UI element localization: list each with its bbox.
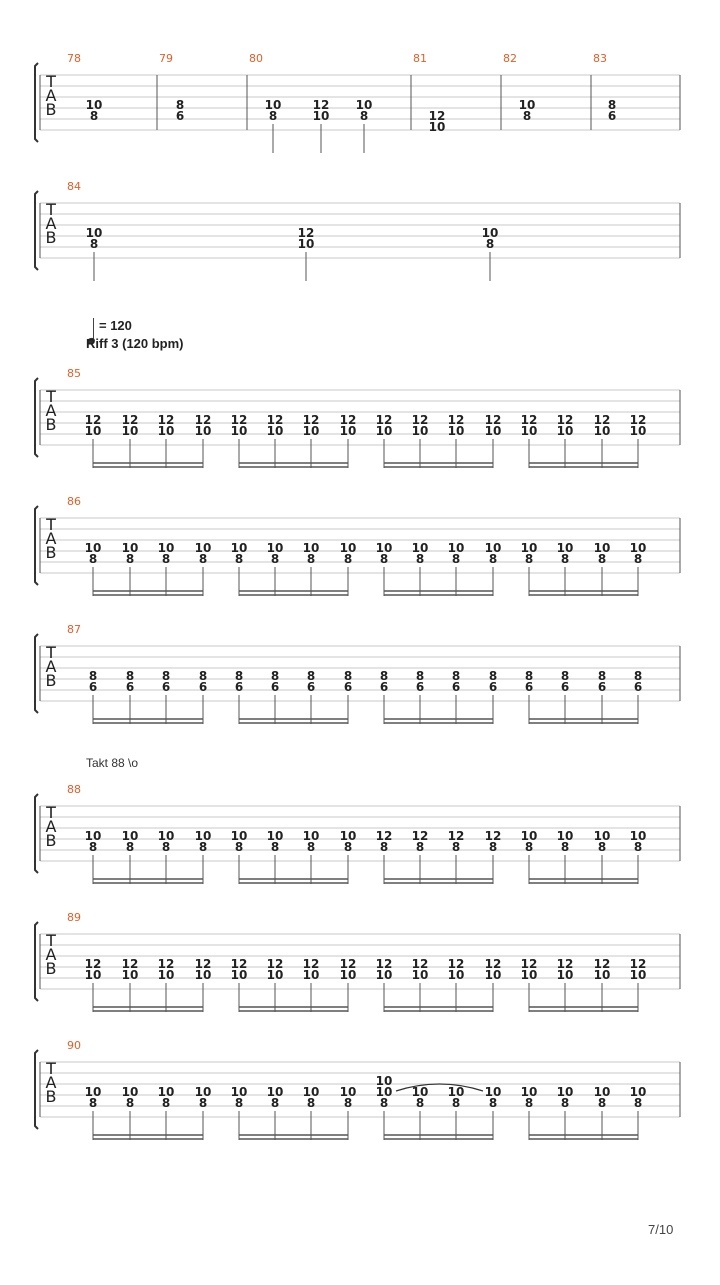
fret-number: 10 bbox=[518, 98, 536, 112]
fret-number: 12 bbox=[339, 413, 357, 427]
fret-number: 10 bbox=[85, 98, 103, 112]
fret-number: 8 bbox=[379, 840, 389, 854]
fret-number: 8 bbox=[198, 552, 208, 566]
fret-number: 8 bbox=[306, 552, 316, 566]
fret-number: 8 bbox=[597, 552, 607, 566]
tab-clef-letter: T bbox=[46, 200, 56, 219]
fret-number: 8 bbox=[607, 98, 617, 112]
fret-number: 8 bbox=[125, 1096, 135, 1110]
fret-number: 8 bbox=[451, 840, 461, 854]
fret-number: 10 bbox=[556, 424, 574, 438]
fret-number: 6 bbox=[597, 680, 607, 694]
fret-number: 10 bbox=[121, 541, 139, 555]
fret-number: 8 bbox=[522, 109, 532, 123]
fret-number: 10 bbox=[339, 424, 357, 438]
fret-number: 10 bbox=[84, 424, 102, 438]
fret-number: 10 bbox=[302, 541, 320, 555]
measure-number: 85 bbox=[67, 367, 81, 380]
measure-number: 84 bbox=[67, 180, 81, 193]
tab-clef-letter: B bbox=[45, 415, 57, 434]
fret-number: 10 bbox=[84, 541, 102, 555]
fret-number: 12 bbox=[157, 957, 175, 971]
fret-number: 8 bbox=[415, 552, 425, 566]
fret-number: 8 bbox=[415, 669, 425, 683]
system-bracket bbox=[35, 63, 38, 142]
fret-number: 10 bbox=[194, 829, 212, 843]
fret-number: 12 bbox=[302, 413, 320, 427]
fret-number: 12 bbox=[194, 413, 212, 427]
fret-number: 10 bbox=[484, 541, 502, 555]
fret-number: 8 bbox=[633, 1096, 643, 1110]
tab-clef-letter: T bbox=[46, 515, 56, 534]
fret-number: 8 bbox=[524, 840, 534, 854]
measure-number: 90 bbox=[67, 1039, 81, 1052]
tab-clef-letter: T bbox=[46, 643, 56, 662]
tab-clef-letter: T bbox=[46, 72, 56, 91]
fret-number: 8 bbox=[488, 840, 498, 854]
fret-number: 10 bbox=[484, 1085, 502, 1099]
fret-number: 10 bbox=[230, 424, 248, 438]
fret-number: 8 bbox=[524, 1096, 534, 1110]
fret-number: 10 bbox=[302, 829, 320, 843]
fret-number: 10 bbox=[556, 541, 574, 555]
fret-number: 6 bbox=[633, 680, 643, 694]
tab-clef-letter: A bbox=[45, 86, 57, 105]
fret-number: 12 bbox=[266, 957, 284, 971]
fret-number: 10 bbox=[266, 829, 284, 843]
fret-number: 8 bbox=[597, 1096, 607, 1110]
fret-number: 12 bbox=[484, 957, 502, 971]
fret-number: 10 bbox=[194, 1085, 212, 1099]
fret-number: 8 bbox=[125, 669, 135, 683]
fret-number: 12 bbox=[629, 413, 647, 427]
fret-number: 12 bbox=[230, 957, 248, 971]
fret-number: 6 bbox=[488, 680, 498, 694]
fret-number: 8 bbox=[270, 1096, 280, 1110]
fret-number: 8 bbox=[161, 1096, 171, 1110]
fret-number: 12 bbox=[556, 413, 574, 427]
fret-number: 8 bbox=[234, 1096, 244, 1110]
fret-number: 10 bbox=[339, 541, 357, 555]
fret-number: 10 bbox=[375, 1085, 393, 1099]
fret-number: 10 bbox=[556, 968, 574, 982]
system-bracket bbox=[35, 922, 38, 1001]
fret-number: 6 bbox=[198, 680, 208, 694]
fret-number: 8 bbox=[88, 1096, 98, 1110]
fret-number: 10 bbox=[629, 541, 647, 555]
fret-number: 12 bbox=[447, 957, 465, 971]
fret-number: 8 bbox=[379, 552, 389, 566]
fret-number: 8 bbox=[379, 1096, 389, 1110]
fret-number: 10 bbox=[484, 424, 502, 438]
fret-number: 8 bbox=[451, 552, 461, 566]
tempo-marking bbox=[86, 316, 286, 356]
fret-number: 8 bbox=[198, 840, 208, 854]
fret-number: 12 bbox=[484, 829, 502, 843]
fret-number: 12 bbox=[339, 957, 357, 971]
fret-number: 12 bbox=[556, 957, 574, 971]
fret-number: 8 bbox=[560, 840, 570, 854]
tab-clef-letter: B bbox=[45, 100, 57, 119]
fret-number: 12 bbox=[157, 413, 175, 427]
fret-number: 8 bbox=[198, 1096, 208, 1110]
fret-number: 10 bbox=[266, 1085, 284, 1099]
fret-number: 10 bbox=[84, 829, 102, 843]
fret-number: 10 bbox=[593, 1085, 611, 1099]
fret-number: 8 bbox=[125, 552, 135, 566]
fret-number: 12 bbox=[121, 957, 139, 971]
fret-number: 6 bbox=[175, 109, 185, 123]
measure-marker-text: Takt 88 \o bbox=[86, 756, 139, 770]
fret-number: 10 bbox=[339, 1085, 357, 1099]
fret-number: 8 bbox=[379, 669, 389, 683]
tab-clef-letter: A bbox=[45, 1073, 57, 1092]
fret-number: 8 bbox=[343, 669, 353, 683]
fret-number: 12 bbox=[520, 413, 538, 427]
fret-number: 6 bbox=[415, 680, 425, 694]
fret-number: 10 bbox=[302, 424, 320, 438]
fret-number: 8 bbox=[524, 552, 534, 566]
fret-number: 10 bbox=[302, 1085, 320, 1099]
fret-number: 12 bbox=[84, 957, 102, 971]
fret-number: 10 bbox=[629, 424, 647, 438]
fret-number: 10 bbox=[593, 424, 611, 438]
fret-number: 10 bbox=[629, 829, 647, 843]
fret-number: 12 bbox=[375, 829, 393, 843]
fret-number: 6 bbox=[306, 680, 316, 694]
fret-number: 10 bbox=[157, 541, 175, 555]
fret-number: 8 bbox=[88, 840, 98, 854]
fret-number: 12 bbox=[484, 413, 502, 427]
fret-number: 10 bbox=[484, 968, 502, 982]
fret-number: 10 bbox=[428, 120, 446, 134]
fret-number: 8 bbox=[198, 669, 208, 683]
fret-number: 10 bbox=[121, 1085, 139, 1099]
fret-number: 6 bbox=[451, 680, 461, 694]
fret-number: 8 bbox=[560, 552, 570, 566]
fret-number: 12 bbox=[593, 413, 611, 427]
system-bracket bbox=[35, 794, 38, 873]
fret-number: 12 bbox=[629, 957, 647, 971]
fret-number: 10 bbox=[593, 968, 611, 982]
fret-number: 10 bbox=[520, 424, 538, 438]
fret-number: 10 bbox=[266, 968, 284, 982]
measure-number: 89 bbox=[67, 911, 81, 924]
measure-number: 87 bbox=[67, 623, 81, 636]
fret-number: 12 bbox=[375, 957, 393, 971]
fret-number: 8 bbox=[560, 1096, 570, 1110]
fret-number: 10 bbox=[157, 1085, 175, 1099]
fret-number: 8 bbox=[161, 840, 171, 854]
fret-number: 10 bbox=[447, 541, 465, 555]
tab-clef-letter: B bbox=[45, 1087, 57, 1106]
fret-number: 8 bbox=[89, 109, 99, 123]
fret-number: 8 bbox=[560, 669, 570, 683]
fret-number: 10 bbox=[157, 424, 175, 438]
fret-number: 10 bbox=[121, 968, 139, 982]
fret-number: 10 bbox=[157, 968, 175, 982]
fret-number: 8 bbox=[161, 552, 171, 566]
fret-number: 8 bbox=[524, 669, 534, 683]
fret-number: 12 bbox=[428, 109, 446, 123]
fret-number: 6 bbox=[161, 680, 171, 694]
fret-number: 8 bbox=[451, 669, 461, 683]
fret-number: 10 bbox=[264, 98, 282, 112]
fret-number: 10 bbox=[411, 1085, 429, 1099]
fret-number: 10 bbox=[520, 541, 538, 555]
fret-number: 6 bbox=[270, 680, 280, 694]
tab-clef-letter: B bbox=[45, 543, 57, 562]
fret-number: 8 bbox=[306, 1096, 316, 1110]
fret-number: 12 bbox=[302, 957, 320, 971]
fret-number: 12 bbox=[375, 413, 393, 427]
fret-number: 10 bbox=[447, 968, 465, 982]
fret-number: 8 bbox=[451, 1096, 461, 1110]
fret-number: 12 bbox=[593, 957, 611, 971]
fret-number: 8 bbox=[268, 109, 278, 123]
fret-number: 10 bbox=[266, 424, 284, 438]
tab-clef-letter: A bbox=[45, 401, 57, 420]
fret-number: 8 bbox=[488, 669, 498, 683]
fret-number: 8 bbox=[234, 840, 244, 854]
tab-clef-letter: T bbox=[46, 387, 56, 406]
fret-number: 12 bbox=[411, 413, 429, 427]
fret-number: 8 bbox=[488, 1096, 498, 1110]
fret-number: 8 bbox=[488, 552, 498, 566]
fret-number: 10 bbox=[194, 968, 212, 982]
fret-number: 10 bbox=[375, 968, 393, 982]
fret-number: 10 bbox=[355, 98, 373, 112]
fret-number: 10 bbox=[85, 226, 103, 240]
tab-clef-letter: B bbox=[45, 959, 57, 978]
tab-clef-letter: B bbox=[45, 671, 57, 690]
fret-number: 12 bbox=[520, 957, 538, 971]
fret-number: 12 bbox=[411, 957, 429, 971]
fret-number: 8 bbox=[270, 840, 280, 854]
fret-number: 10 bbox=[556, 829, 574, 843]
fret-number: 12 bbox=[297, 226, 315, 240]
fret-number: 10 bbox=[556, 1085, 574, 1099]
fret-number: 10 bbox=[312, 109, 330, 123]
fret-number: 12 bbox=[447, 413, 465, 427]
fret-number: 6 bbox=[88, 680, 98, 694]
fret-number: 8 bbox=[88, 552, 98, 566]
fret-number: 10 bbox=[593, 829, 611, 843]
fret-number: 6 bbox=[234, 680, 244, 694]
system-bracket bbox=[35, 191, 38, 270]
fret-number: 8 bbox=[306, 669, 316, 683]
tab-clef-letter: B bbox=[45, 831, 57, 850]
fret-number: 10 bbox=[481, 226, 499, 240]
measure-number: 79 bbox=[159, 52, 173, 65]
measure-number: 80 bbox=[249, 52, 263, 65]
fret-number: 8 bbox=[485, 237, 495, 251]
fret-number: 6 bbox=[379, 680, 389, 694]
fret-number: 10 bbox=[629, 1085, 647, 1099]
fret-number: 8 bbox=[270, 669, 280, 683]
tie-arc bbox=[396, 1084, 483, 1091]
fret-number: 8 bbox=[125, 840, 135, 854]
fret-number: 10 bbox=[121, 829, 139, 843]
fret-number: 12 bbox=[447, 829, 465, 843]
fret-number: 8 bbox=[88, 669, 98, 683]
fret-number: 12 bbox=[84, 413, 102, 427]
fret-number: 8 bbox=[234, 669, 244, 683]
fret-number: 10 bbox=[230, 829, 248, 843]
fret-number: 8 bbox=[270, 552, 280, 566]
fret-number: 10 bbox=[84, 1085, 102, 1099]
fret-number: 6 bbox=[125, 680, 135, 694]
fret-number: 10 bbox=[84, 968, 102, 982]
fret-number: 10 bbox=[411, 968, 429, 982]
fret-number: 8 bbox=[633, 669, 643, 683]
fret-number: 10 bbox=[266, 541, 284, 555]
fret-number: 10 bbox=[230, 1085, 248, 1099]
fret-number: 6 bbox=[607, 109, 617, 123]
fret-number: 12 bbox=[194, 957, 212, 971]
fret-number: 8 bbox=[306, 840, 316, 854]
fret-number: 8 bbox=[415, 840, 425, 854]
tab-clef-letter: B bbox=[45, 228, 57, 247]
fret-number: 10 bbox=[375, 424, 393, 438]
fret-number: 10 bbox=[339, 829, 357, 843]
measure-number: 88 bbox=[67, 783, 81, 796]
measure-number: 82 bbox=[503, 52, 517, 65]
tempo-bpm: = 120 bbox=[99, 318, 132, 333]
fret-number: 12 bbox=[266, 413, 284, 427]
fret-number: 8 bbox=[234, 552, 244, 566]
fret-number: 12 bbox=[121, 413, 139, 427]
fret-number: 6 bbox=[524, 680, 534, 694]
tab-clef-letter: T bbox=[46, 803, 56, 822]
fret-number: 10 bbox=[411, 424, 429, 438]
fret-number: 10 bbox=[447, 424, 465, 438]
fret-number: 10 bbox=[339, 968, 357, 982]
fret-number: 10 bbox=[520, 1085, 538, 1099]
fret-number: 10 bbox=[411, 541, 429, 555]
fret-number: 10 bbox=[520, 829, 538, 843]
fret-number: 8 bbox=[633, 840, 643, 854]
fret-number: 12 bbox=[411, 829, 429, 843]
fret-number: 8 bbox=[161, 669, 171, 683]
tab-clef-letter: A bbox=[45, 945, 57, 964]
fret-number: 10 bbox=[375, 1074, 393, 1088]
measure-number: 86 bbox=[67, 495, 81, 508]
tab-clef-letter: A bbox=[45, 817, 57, 836]
fret-number: 10 bbox=[375, 541, 393, 555]
section-label: Riff 3 (120 bpm) bbox=[86, 336, 184, 351]
fret-number: 10 bbox=[593, 541, 611, 555]
measure-number: 78 bbox=[67, 52, 81, 65]
fret-number: 12 bbox=[312, 98, 330, 112]
fret-number: 8 bbox=[89, 237, 99, 251]
fret-number: 8 bbox=[415, 1096, 425, 1110]
system-bracket bbox=[35, 506, 38, 585]
system-bracket bbox=[35, 1050, 38, 1129]
fret-number: 10 bbox=[194, 424, 212, 438]
fret-number: 6 bbox=[560, 680, 570, 694]
fret-number: 10 bbox=[302, 968, 320, 982]
fret-number: 8 bbox=[633, 552, 643, 566]
tab-clef-letter: A bbox=[45, 529, 57, 548]
system-bracket bbox=[35, 378, 38, 457]
fret-number: 10 bbox=[520, 968, 538, 982]
fret-number: 10 bbox=[157, 829, 175, 843]
tab-clef-letter: T bbox=[46, 1059, 56, 1078]
fret-number: 12 bbox=[230, 413, 248, 427]
tab-clef-letter: A bbox=[45, 657, 57, 676]
fret-number: 10 bbox=[629, 968, 647, 982]
fret-number: 8 bbox=[343, 552, 353, 566]
fret-number: 10 bbox=[230, 541, 248, 555]
fret-number: 10 bbox=[121, 424, 139, 438]
tab-clef-letter: T bbox=[46, 931, 56, 950]
fret-number: 10 bbox=[194, 541, 212, 555]
fret-number: 10 bbox=[297, 237, 315, 251]
fret-number: 8 bbox=[597, 669, 607, 683]
fret-number: 8 bbox=[597, 840, 607, 854]
system-bracket bbox=[35, 634, 38, 713]
fret-number: 8 bbox=[343, 1096, 353, 1110]
measure-number: 83 bbox=[593, 52, 607, 65]
fret-number: 10 bbox=[447, 1085, 465, 1099]
page-number: 7/10 bbox=[648, 1222, 674, 1237]
fret-number: 8 bbox=[175, 98, 185, 112]
fret-number: 8 bbox=[359, 109, 369, 123]
fret-number: 6 bbox=[343, 680, 353, 694]
fret-number: 8 bbox=[343, 840, 353, 854]
tab-clef-letter: A bbox=[45, 214, 57, 233]
fret-number: 10 bbox=[230, 968, 248, 982]
measure-number: 81 bbox=[413, 52, 427, 65]
